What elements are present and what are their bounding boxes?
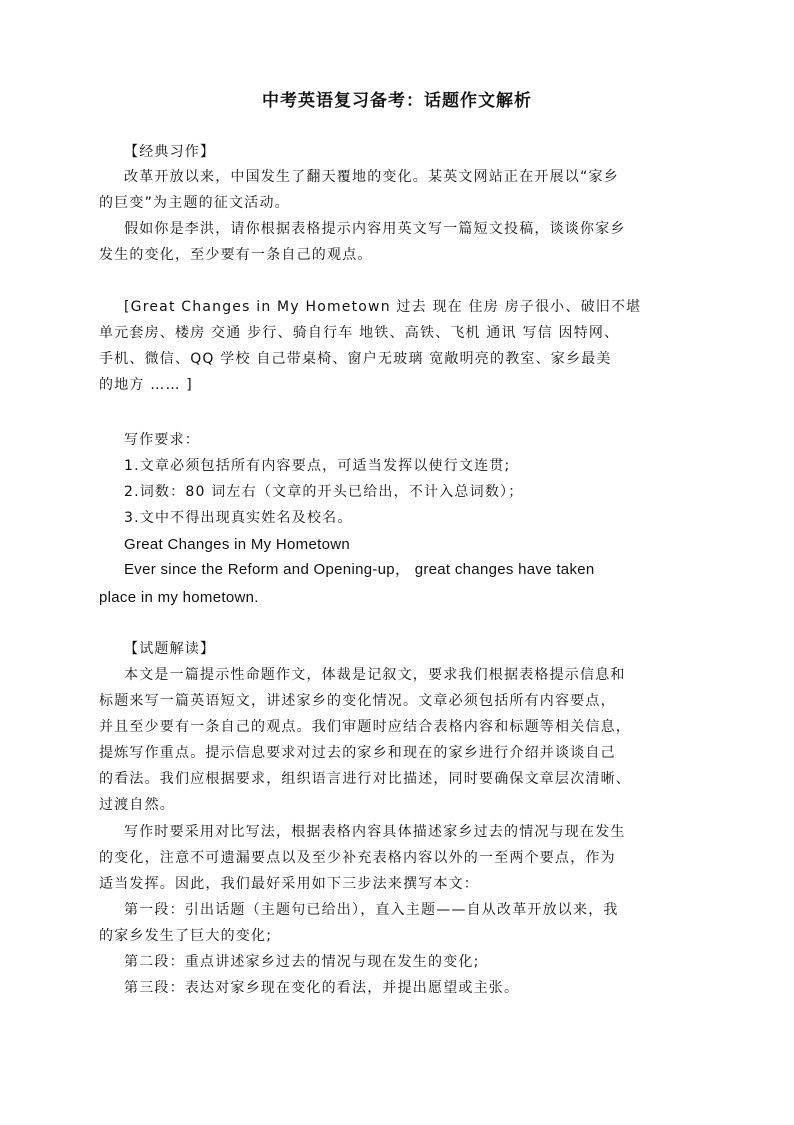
- intro-line: 改革开放以来，中国发生了翻天覆地的变化。某英文网站正在开展以“家乡: [124, 169, 619, 185]
- essay-title: Great Changes in My Hometown: [124, 536, 350, 553]
- analysis-line: 的变化，注意不可遗漏要点以及至少补充表格内容以外的一至两个要点，作为: [99, 850, 616, 866]
- analysis-line: 并且至少要有一条自己的观点。我们审题时应结合表格内容和标题等相关信息，: [99, 719, 631, 735]
- essay-start-line: place in my hometown.: [99, 589, 259, 606]
- requirement-item: 1.文章必须包括所有内容要点，可适当发挥以使行文连贯;: [124, 458, 511, 474]
- analysis-line: 标题来写一篇英语短文，讲述家乡的变化情况。文章必须包括所有内容要点，: [99, 693, 616, 709]
- section-header-classic: 【经典习作】: [124, 144, 216, 160]
- step-line: 第一段：引出话题（主题句已给出），直入主题——自从改革开放以来，我: [124, 902, 619, 918]
- analysis-line: 的看法。我们应根据要求，组织语言进行对比描述，同时要确保文章层次清晰、: [99, 771, 631, 787]
- requirement-item: 2.词数：80 词左右（文章的开头已给出，不计入总词数）；: [124, 484, 524, 500]
- table-text-line: 单元套房、楼房 交通 步行、骑自行车 地铁、高铁、飞机 通讯 写信 因特网、: [99, 325, 620, 341]
- prompt-line: 发生的变化，至少要有一条自己的观点。: [99, 247, 373, 263]
- intro-line: 的巨变”为主题的征文活动。: [99, 195, 290, 211]
- step-line: 第二段：重点讲述家乡过去的情况与现在发生的变化;: [124, 954, 480, 970]
- table-text-line: [Great Changes in My Hometown 过去 现在 住房 房子很小、破旧不堪: [124, 299, 642, 315]
- analysis-line: 适当发挥。因此，我们最好采用如下三步法来撰写本文：: [99, 876, 479, 892]
- step-line: 的家乡发生了巨大的变化;: [99, 928, 273, 944]
- section-header-analysis: 【试题解读】: [124, 641, 216, 657]
- analysis-line: 提炼写作重点。提示信息要求对过去的家乡和现在的家乡进行介绍并谈谈自己: [99, 745, 616, 761]
- essay-start-line: Ever since the Reform and Opening-up， great changes have taken: [124, 561, 595, 578]
- table-text-line: 手机、微信、QQ 学校 自己带桌椅、窗户无玻璃 宽敞明亮的教室、家乡最美: [99, 351, 612, 367]
- table-text-line: 的地方 …… ]: [99, 377, 193, 393]
- page-title: 中考英语复习备考：话题作文解析: [262, 91, 532, 111]
- step-line: 第三段：表达对家乡现在变化的看法，并提出愿望或主张。: [124, 980, 520, 996]
- requirements-header: 写作要求：: [124, 432, 200, 448]
- analysis-line: 写作时要采用对比写法，根据表格内容具体描述家乡过去的情况与现在发生: [124, 824, 626, 840]
- requirement-item: 3.文中不得出现真实姓名及校名。: [124, 510, 353, 526]
- analysis-line: 过渡自然。: [99, 797, 175, 813]
- prompt-line: 假如你是李洪，请你根据表格提示内容用英文写一篇短文投稿，谈谈你家乡: [124, 221, 626, 237]
- analysis-line: 本文是一篇提示性命题作文，体裁是记叙文，要求我们根据表格提示信息和: [124, 667, 626, 683]
